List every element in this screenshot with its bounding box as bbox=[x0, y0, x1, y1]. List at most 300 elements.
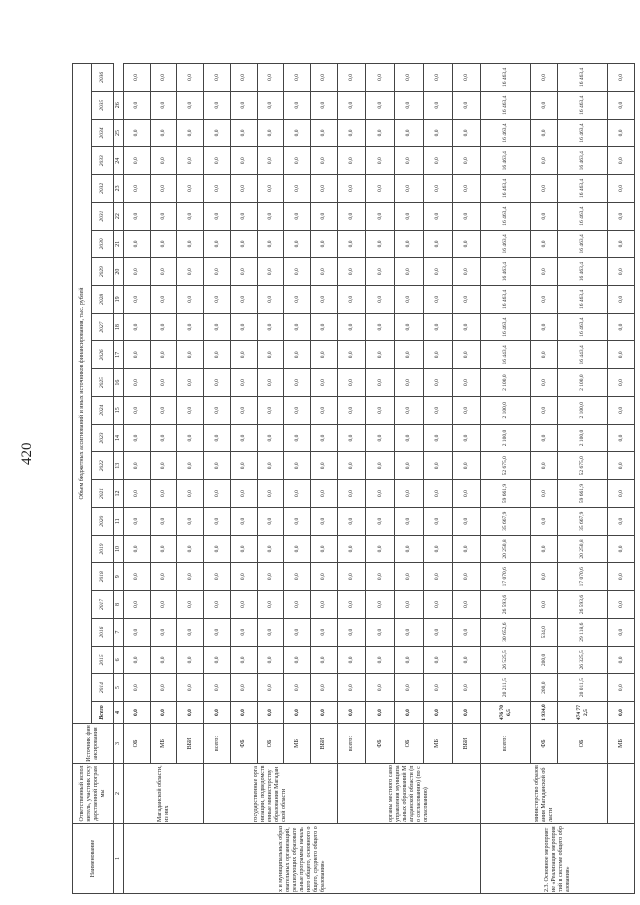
row-value: 0,0 bbox=[257, 313, 284, 341]
row-value: 0,0 bbox=[452, 563, 481, 591]
table-body bbox=[124, 64, 635, 894]
row-value: 0,0 bbox=[337, 591, 366, 619]
row-value: 0,0 bbox=[284, 369, 311, 397]
column-number: 14 bbox=[114, 424, 124, 452]
row-value: 16 463,4 bbox=[558, 285, 608, 313]
row-value: 16 463,4 bbox=[558, 64, 608, 92]
row-value: 0,0 bbox=[150, 396, 177, 424]
row-value: 0,0 bbox=[452, 147, 481, 175]
header-year: 2030 bbox=[92, 230, 114, 258]
row-value: 0,0 bbox=[608, 618, 635, 646]
row-value: 0,0 bbox=[337, 507, 366, 535]
row-value: 0,0 bbox=[124, 674, 151, 702]
row-value: 0,0 bbox=[395, 91, 424, 119]
row-value: 0,0 bbox=[395, 424, 424, 452]
row-value: 0,0 bbox=[257, 591, 284, 619]
row-source: ВБИ bbox=[452, 724, 481, 764]
row-value: 0,0 bbox=[395, 230, 424, 258]
row-value: 0,0 bbox=[423, 175, 452, 203]
row-value: 0,0 bbox=[177, 452, 204, 480]
row-value: 0,0 bbox=[337, 202, 366, 230]
row-value: 0,0 bbox=[608, 64, 635, 92]
row-value: 0,0 bbox=[395, 175, 424, 203]
row-value: 59 661,9 bbox=[558, 480, 608, 508]
row-value: 0,0 bbox=[204, 452, 231, 480]
row-value: 0,0 bbox=[531, 535, 558, 563]
row-value: 0,0 bbox=[366, 480, 395, 508]
header-year: 2021 bbox=[92, 480, 114, 508]
row-value: 0,0 bbox=[452, 646, 481, 674]
row-value: 0,0 bbox=[204, 591, 231, 619]
header-year: 2032 bbox=[92, 175, 114, 203]
row-value: 0,0 bbox=[452, 535, 481, 563]
row-value: 0,0 bbox=[423, 563, 452, 591]
row-value: 0,0 bbox=[423, 452, 452, 480]
row-value: 0,0 bbox=[150, 202, 177, 230]
row-value: 0,0 bbox=[150, 507, 177, 535]
row-total: 0,0 bbox=[366, 702, 395, 724]
row-value: 2 100,0 bbox=[558, 369, 608, 397]
row-value: 0,0 bbox=[230, 618, 257, 646]
row-value: 0,0 bbox=[150, 285, 177, 313]
row-value: 0,0 bbox=[177, 258, 204, 286]
row-value: 0,0 bbox=[337, 452, 366, 480]
row-value: 0,0 bbox=[284, 147, 311, 175]
row-value: 0,0 bbox=[311, 119, 338, 147]
row-value: 0,0 bbox=[230, 230, 257, 258]
row-value: 0,0 bbox=[395, 341, 424, 369]
row-value: 0,0 bbox=[177, 480, 204, 508]
row-value: 0,0 bbox=[311, 452, 338, 480]
column-number: 3 bbox=[114, 724, 124, 764]
row-value: 0,0 bbox=[230, 369, 257, 397]
row-value: 0,0 bbox=[177, 424, 204, 452]
row-value: 0,0 bbox=[284, 285, 311, 313]
header-year: 2027 bbox=[92, 313, 114, 341]
row-value: 0,0 bbox=[204, 147, 231, 175]
header-year: 2016 bbox=[92, 618, 114, 646]
row-value: 0,0 bbox=[311, 258, 338, 286]
row-source: ОБ bbox=[257, 724, 284, 764]
row-value: 0,0 bbox=[204, 230, 231, 258]
header-year: 2024 bbox=[92, 396, 114, 424]
row-value: 0,0 bbox=[337, 563, 366, 591]
row-value: 0,0 bbox=[230, 147, 257, 175]
row-value: 2 100,0 bbox=[481, 396, 531, 424]
page-number: 420 bbox=[19, 442, 35, 465]
row-value: 0,0 bbox=[395, 535, 424, 563]
row-total: 0,0 bbox=[423, 702, 452, 724]
row-value: 0,0 bbox=[531, 175, 558, 203]
row-value: 0,0 bbox=[608, 563, 635, 591]
row-value: 0,0 bbox=[177, 175, 204, 203]
row-value: 0,0 bbox=[177, 535, 204, 563]
row-value: 0,0 bbox=[608, 369, 635, 397]
row-value: 0,0 bbox=[423, 369, 452, 397]
column-number: 19 bbox=[114, 285, 124, 313]
row-value: 0,0 bbox=[608, 480, 635, 508]
header-volume: Объем бюджетных ассигнований и иных источников финансирования, тыс. рублей bbox=[73, 64, 92, 724]
row-value: 0,0 bbox=[204, 119, 231, 147]
row-value: 0,0 bbox=[230, 285, 257, 313]
row-value: 0,0 bbox=[423, 285, 452, 313]
column-number: 12 bbox=[114, 480, 124, 508]
row-source: МБ bbox=[284, 724, 311, 764]
row-value: 0,0 bbox=[124, 230, 151, 258]
row-value: 0,0 bbox=[284, 507, 311, 535]
row-value: 0,0 bbox=[177, 674, 204, 702]
row-value: 0,0 bbox=[257, 119, 284, 147]
row-value: 0,0 bbox=[395, 258, 424, 286]
row-total: 0,0 bbox=[257, 702, 284, 724]
row-value: 0,0 bbox=[230, 480, 257, 508]
row-value: 0,0 bbox=[311, 91, 338, 119]
row-value: 0,0 bbox=[257, 396, 284, 424]
row-value: 0,0 bbox=[204, 258, 231, 286]
row-value: 0,0 bbox=[150, 591, 177, 619]
row-value: 0,0 bbox=[366, 535, 395, 563]
row-value: 0,0 bbox=[230, 563, 257, 591]
row-value: 0,0 bbox=[311, 341, 338, 369]
row-value: 0,0 bbox=[423, 480, 452, 508]
row-value: 0,0 bbox=[395, 563, 424, 591]
row-value: 59 661,9 bbox=[481, 480, 531, 508]
row-total: 0,0 bbox=[395, 702, 424, 724]
row-value: 35 667,9 bbox=[481, 507, 531, 535]
row-value: 0,0 bbox=[395, 202, 424, 230]
row-value: 0,0 bbox=[423, 507, 452, 535]
row-value: 0,0 bbox=[366, 230, 395, 258]
row-value: 16 463,4 bbox=[558, 202, 608, 230]
row-value: 0,0 bbox=[257, 341, 284, 369]
row-value: 0,0 bbox=[531, 202, 558, 230]
row-value: 0,0 bbox=[395, 507, 424, 535]
row-value: 0,0 bbox=[257, 285, 284, 313]
header-name: Наименование bbox=[73, 824, 114, 894]
row-value: 0,0 bbox=[452, 452, 481, 480]
row-value: 0,0 bbox=[423, 119, 452, 147]
row-value: 0,0 bbox=[257, 147, 284, 175]
row-source: всего: bbox=[337, 724, 366, 764]
row-value: 0,0 bbox=[311, 591, 338, 619]
row-value: 35 667,9 bbox=[558, 507, 608, 535]
row-value: 0,0 bbox=[177, 313, 204, 341]
row-value: 0,0 bbox=[257, 258, 284, 286]
column-number: 22 bbox=[114, 202, 124, 230]
row-total: 474 772,5 bbox=[558, 702, 608, 724]
row-value: 0,0 bbox=[337, 175, 366, 203]
row-value: 16 443,4 bbox=[481, 341, 531, 369]
header-year: 2015 bbox=[92, 646, 114, 674]
row-value: 16 463,4 bbox=[558, 175, 608, 203]
row-value: 0,0 bbox=[531, 230, 558, 258]
row-total: 0,0 bbox=[204, 702, 231, 724]
row-value: 0,0 bbox=[452, 230, 481, 258]
row-value: 0,0 bbox=[150, 313, 177, 341]
row-value: 0,0 bbox=[257, 91, 284, 119]
row-value: 0,0 bbox=[337, 396, 366, 424]
row-value: 26 525,5 bbox=[481, 646, 531, 674]
row-value: 0,0 bbox=[284, 618, 311, 646]
row-value: 0,0 bbox=[337, 119, 366, 147]
row-value: 0,0 bbox=[366, 674, 395, 702]
row-value: 0,0 bbox=[230, 674, 257, 702]
row-value: 0,0 bbox=[452, 591, 481, 619]
row-value: 0,0 bbox=[531, 424, 558, 452]
row-value: 0,0 bbox=[230, 175, 257, 203]
row-value: 0,0 bbox=[284, 396, 311, 424]
row-value: 0,0 bbox=[608, 258, 635, 286]
row-value: 0,0 bbox=[452, 313, 481, 341]
header-year: 2022 bbox=[92, 452, 114, 480]
row-value: 0,0 bbox=[284, 563, 311, 591]
row-value: 16 463,4 bbox=[481, 202, 531, 230]
header-year: 2031 bbox=[92, 202, 114, 230]
row-source: всего: bbox=[204, 724, 231, 764]
column-number: 10 bbox=[114, 535, 124, 563]
row-value: 0,0 bbox=[177, 591, 204, 619]
row-value: 0,0 bbox=[311, 618, 338, 646]
row-value: 0,0 bbox=[284, 91, 311, 119]
row-value: 0,0 bbox=[150, 369, 177, 397]
row-value: 0,0 bbox=[204, 535, 231, 563]
row-total: 0,0 bbox=[284, 702, 311, 724]
row-value: 0,0 bbox=[284, 674, 311, 702]
row-value: 0,0 bbox=[531, 147, 558, 175]
row-value: 0,0 bbox=[366, 119, 395, 147]
row-value: 0,0 bbox=[124, 452, 151, 480]
row-value: 0,0 bbox=[452, 202, 481, 230]
row-value: 0,0 bbox=[311, 64, 338, 92]
row-value: 0,0 bbox=[423, 424, 452, 452]
row-value: 0,0 bbox=[452, 424, 481, 452]
row-value: 0,0 bbox=[608, 202, 635, 230]
row-value: 0,0 bbox=[284, 64, 311, 92]
row-value: 0,0 bbox=[124, 618, 151, 646]
row-value: 0,0 bbox=[230, 258, 257, 286]
row-value: 0,0 bbox=[423, 313, 452, 341]
row-value: 0,0 bbox=[337, 230, 366, 258]
row-value: 0,0 bbox=[531, 119, 558, 147]
table-row bbox=[337, 64, 366, 894]
row-value: 0,0 bbox=[531, 563, 558, 591]
row-executor: государственные организации, подведомственные министерству образования Магаданской области bbox=[204, 764, 338, 824]
row-value: 0,0 bbox=[337, 674, 366, 702]
row-value: 0,0 bbox=[423, 591, 452, 619]
row-value: 0,0 bbox=[150, 119, 177, 147]
row-value: 0,0 bbox=[230, 535, 257, 563]
row-value: 0,0 bbox=[284, 313, 311, 341]
row-value: 0,0 bbox=[311, 313, 338, 341]
row-value: 0,0 bbox=[150, 563, 177, 591]
row-value: 0,0 bbox=[337, 64, 366, 92]
row-value: 0,0 bbox=[204, 91, 231, 119]
row-value: 0,0 bbox=[423, 202, 452, 230]
row-value: 16 463,4 bbox=[558, 119, 608, 147]
row-value: 16 443,4 bbox=[558, 341, 608, 369]
row-source: ФБ bbox=[230, 724, 257, 764]
row-value: 0,0 bbox=[150, 258, 177, 286]
row-value: 0,0 bbox=[423, 535, 452, 563]
row-total: 0,0 bbox=[452, 702, 481, 724]
row-value: 0,0 bbox=[230, 507, 257, 535]
row-value: 20 250,8 bbox=[558, 535, 608, 563]
row-value: 16 463,4 bbox=[481, 313, 531, 341]
row-value: 2 100,0 bbox=[558, 424, 608, 452]
row-value: 0,0 bbox=[337, 646, 366, 674]
row-value: 0,0 bbox=[395, 369, 424, 397]
row-value: 0,0 bbox=[608, 313, 635, 341]
row-value: 0,0 bbox=[204, 674, 231, 702]
row-value: 0,0 bbox=[177, 646, 204, 674]
row-value: 0,0 bbox=[366, 424, 395, 452]
row-source: ОБ bbox=[124, 724, 151, 764]
row-value: 0,0 bbox=[204, 369, 231, 397]
row-value: 0,0 bbox=[608, 507, 635, 535]
row-value: 0,0 bbox=[366, 285, 395, 313]
header-year: 2036 bbox=[92, 64, 114, 92]
row-value: 0,0 bbox=[337, 618, 366, 646]
row-value: 0,0 bbox=[311, 674, 338, 702]
row-value: 0,0 bbox=[311, 563, 338, 591]
header-executor: Ответственный исполнитель, участник государственной программы bbox=[73, 764, 114, 824]
row-value: 200,0 bbox=[531, 674, 558, 702]
row-value: 0,0 bbox=[395, 396, 424, 424]
row-value: 2 100,0 bbox=[481, 369, 531, 397]
column-number: 21 bbox=[114, 230, 124, 258]
row-total: 0,0 bbox=[337, 702, 366, 724]
row-value: 0,0 bbox=[230, 341, 257, 369]
row-value: 0,0 bbox=[230, 424, 257, 452]
row-value: 0,0 bbox=[423, 230, 452, 258]
row-executor: министерство образования Магаданской области bbox=[481, 764, 608, 824]
row-value: 0,0 bbox=[284, 119, 311, 147]
row-value: 0,0 bbox=[452, 175, 481, 203]
row-value: 0,0 bbox=[423, 258, 452, 286]
row-value: 0,0 bbox=[337, 285, 366, 313]
header-year: 2026 bbox=[92, 341, 114, 369]
row-value: 0,0 bbox=[257, 452, 284, 480]
header-source: Источник финансирования bbox=[73, 724, 114, 764]
row-source: МБ bbox=[150, 724, 177, 764]
row-value: 0,0 bbox=[150, 230, 177, 258]
row-value: 0,0 bbox=[177, 119, 204, 147]
column-number: 23 bbox=[114, 175, 124, 203]
row-total: 0,0 bbox=[150, 702, 177, 724]
row-value: 0,0 bbox=[124, 202, 151, 230]
row-value: 0,0 bbox=[257, 64, 284, 92]
header-year: 2017 bbox=[92, 591, 114, 619]
row-value: 0,0 bbox=[150, 452, 177, 480]
row-value: 0,0 bbox=[337, 258, 366, 286]
table-row bbox=[608, 64, 635, 894]
row-value: 0,0 bbox=[531, 396, 558, 424]
row-value: 0,0 bbox=[124, 507, 151, 535]
row-value: 0,0 bbox=[423, 91, 452, 119]
row-value: 20 211,5 bbox=[481, 674, 531, 702]
row-value: 0,0 bbox=[608, 591, 635, 619]
row-value: 0,0 bbox=[366, 452, 395, 480]
row-value: 16 463,4 bbox=[558, 313, 608, 341]
row-value: 26 593,6 bbox=[481, 591, 531, 619]
row-value: 0,0 bbox=[608, 230, 635, 258]
row-value: 0,0 bbox=[124, 313, 151, 341]
row-value: 0,0 bbox=[284, 230, 311, 258]
row-value: 0,0 bbox=[395, 646, 424, 674]
row-value: 0,0 bbox=[608, 147, 635, 175]
row-value: 0,0 bbox=[452, 64, 481, 92]
row-value: 0,0 bbox=[257, 646, 284, 674]
row-value: 0,0 bbox=[177, 341, 204, 369]
row-value: 0,0 bbox=[204, 424, 231, 452]
row-value: 0,0 bbox=[366, 313, 395, 341]
row-value: 0,0 bbox=[423, 646, 452, 674]
row-value: 0,0 bbox=[177, 396, 204, 424]
row-value: 0,0 bbox=[452, 674, 481, 702]
row-value: 0,0 bbox=[366, 396, 395, 424]
row-value: 0,0 bbox=[311, 369, 338, 397]
row-value: 0,0 bbox=[311, 535, 338, 563]
row-value: 0,0 bbox=[150, 341, 177, 369]
row-value: 0,0 bbox=[395, 591, 424, 619]
row-value: 0,0 bbox=[395, 674, 424, 702]
table-row bbox=[124, 64, 151, 894]
row-value: 0,0 bbox=[608, 285, 635, 313]
row-value: 20 250,8 bbox=[481, 535, 531, 563]
row-value: 0,0 bbox=[284, 202, 311, 230]
row-value: 52 675,0 bbox=[558, 452, 608, 480]
row-value: 0,0 bbox=[124, 591, 151, 619]
row-value: 0,0 bbox=[177, 507, 204, 535]
row-value: 0,0 bbox=[366, 91, 395, 119]
row-value: 0,0 bbox=[257, 424, 284, 452]
header-year: 2033 bbox=[92, 147, 114, 175]
row-value: 0,0 bbox=[608, 535, 635, 563]
column-number: 11 bbox=[114, 507, 124, 535]
row-value: 0,0 bbox=[257, 369, 284, 397]
row-value: 0,0 bbox=[124, 91, 151, 119]
row-value: 0,0 bbox=[366, 646, 395, 674]
row-value: 16 463,4 bbox=[481, 119, 531, 147]
column-number: 25 bbox=[114, 119, 124, 147]
row-value: 200,0 bbox=[531, 646, 558, 674]
row-value: 20 011,5 bbox=[558, 674, 608, 702]
row-value: 0,0 bbox=[452, 285, 481, 313]
row-value: 16 463,4 bbox=[481, 147, 531, 175]
column-number: 8 bbox=[114, 591, 124, 619]
column-numbers-row bbox=[114, 64, 124, 894]
row-value: 0,0 bbox=[124, 396, 151, 424]
row-value: 0,0 bbox=[608, 396, 635, 424]
column-number: 9 bbox=[114, 563, 124, 591]
row-value: 0,0 bbox=[337, 91, 366, 119]
row-value: 0,0 bbox=[423, 64, 452, 92]
row-value: 0,0 bbox=[337, 535, 366, 563]
row-value: 0,0 bbox=[124, 646, 151, 674]
header-year: 2028 bbox=[92, 285, 114, 313]
row-value: 0,0 bbox=[531, 480, 558, 508]
row-value: 0,0 bbox=[395, 313, 424, 341]
row-value: 0,0 bbox=[204, 396, 231, 424]
row-value: 0,0 bbox=[284, 341, 311, 369]
row-value: 0,0 bbox=[150, 618, 177, 646]
row-total: 0,0 bbox=[177, 702, 204, 724]
row-value: 0,0 bbox=[452, 396, 481, 424]
column-number: 13 bbox=[114, 452, 124, 480]
row-value: 0,0 bbox=[423, 674, 452, 702]
row-value: 0,0 bbox=[311, 202, 338, 230]
row-source: МБ bbox=[608, 724, 635, 764]
